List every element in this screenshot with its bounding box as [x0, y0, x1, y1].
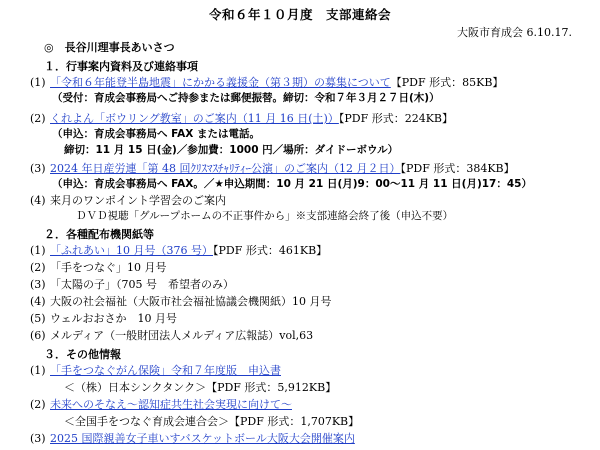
pdf-size: 【PDF 形式：224KB】 [338, 112, 454, 125]
item-link[interactable]: 未来へのそなえ～認知症共生社会実現に向けて～ [50, 398, 292, 411]
item-link[interactable]: 2025 国際親善女子車いすバスケットボール大阪大会開催案内 [50, 432, 355, 445]
list-item: (1) 「ふれあい」10 月号（376 号）【PDF 形式：461KB】 [30, 244, 328, 257]
list-item: (6) メルディア（一般財団法人メルディア広報誌）vol,63 [30, 329, 314, 342]
section-heading-3: ３．その他情報 [44, 348, 121, 361]
item-link[interactable]: 2024 年日産労連「第 48 回ｸﾘｽﾏｽﾁｬﾘﾃｨｰ公演」のご案内（12 月２日） [50, 162, 401, 175]
list-item: (2) 「手をつなぐ」10 月号 [30, 261, 167, 274]
item-link[interactable]: 「ふれあい」10 月号（376 号） [50, 244, 213, 257]
list-item: (2) 未来へのそなえ～認知症共生社会実現に向けて～ [30, 398, 292, 411]
pdf-size: 【PDF 形式：461KB】 [213, 244, 328, 257]
item-link[interactable]: 「手をつなぐがん保険」令和７年度版 申込書 [50, 364, 281, 377]
issue-date: 大阪市育成会 6.10.17. [457, 26, 572, 39]
item-text: 大阪の社会福祉（大阪市社会福祉協議会機関紙）10 月号 [50, 295, 332, 308]
list-item: (1) 「令和６年能登半島地震」にかかる義援金（第３期）の募集について【PDF 形式：85KB】 [30, 76, 504, 89]
item-note: （受付：育成会事務局へご持参または郵便振替。締切：令和７年３月２７日(木)） [52, 92, 440, 104]
item-text: ウェルおおさか 10 月号 [50, 312, 178, 325]
bullet-mark: ◎ [44, 41, 54, 54]
list-item: (2) くれよん「ボウリング教室」のご案内（11 月 16 日(土)）【PDF 形式：224KB】 [30, 112, 454, 125]
page-title: 令和６年１０月度 支部連絡会 [208, 7, 391, 22]
list-item: (4) 大阪の社会福祉（大阪市社会福祉協議会機関紙）10 月号 [30, 295, 332, 308]
list-item: (3) 2025 国際親善女子車いすバスケットボール大阪大会開催案内 [30, 432, 355, 445]
item-note: ＤＶＤ視聴「グループホームの不正事件から」※支部連絡会終了後（申込不要） [76, 210, 454, 222]
item-text: メルディア（一般財団法人メルディア広報誌）vol,63 [50, 329, 314, 342]
pdf-size: 【PDF 形式：384KB】 [400, 162, 515, 175]
item-note: ＜全国手をつなぐ育成会連合会＞【PDF 形式：1,707KB】 [64, 415, 360, 428]
item-text: 「手をつなぐ」10 月号 [50, 261, 167, 274]
section-heading-1: １．行事案内資料及び連絡事項 [44, 60, 198, 73]
list-item: (1) 「手をつなぐがん保険」令和７年度版 申込書 [30, 364, 281, 377]
item-note: （申込：育成会事務局へ FAX。／★申込期間：10 月 21 日(月)9：00～11 月 11 日(月)17：45） [52, 178, 532, 190]
item-note: （申込：育成会事務局へ FAX または電話。 [52, 128, 260, 140]
item-text: 来月のワンポイント学習会のご案内 [50, 194, 226, 207]
greeting-line [44, 41, 175, 55]
greeting-text: 長谷川理事長あいさつ [64, 41, 175, 54]
item-link[interactable]: くれよん「ボウリング教室」のご案内（11 月 16 日(土)） [50, 112, 339, 125]
pdf-size: 【PDF 形式：85KB】 [390, 76, 504, 89]
section-heading-2: ２．各種配布機関紙等 [44, 228, 154, 241]
list-item: (5) ウェルおおさか 10 月号 [30, 312, 178, 325]
item-note: ＜（株）日本シンクタンク＞【PDF 形式：5,912KB】 [64, 381, 337, 394]
list-item: (3) 「太陽の子」（705 号 希望者のみ） [30, 278, 234, 291]
list-item: (3) 2024 年日産労連「第 48 回ｸﾘｽﾏｽﾁｬﾘﾃｨｰ公演」のご案内（12 月２日）【PDF 形式：384KB】 [30, 162, 515, 175]
item-note: 締切：11 月 15 日(金)／参加費：1000 円／場所：ダイドーボウル） [64, 144, 399, 156]
list-item: (4) 来月のワンポイント学習会のご案内 [30, 194, 226, 207]
item-link[interactable]: 「令和６年能登半島地震」にかかる義援金（第３期）の募集について [50, 76, 391, 89]
item-text: 「太陽の子」（705 号 希望者のみ） [50, 278, 234, 291]
